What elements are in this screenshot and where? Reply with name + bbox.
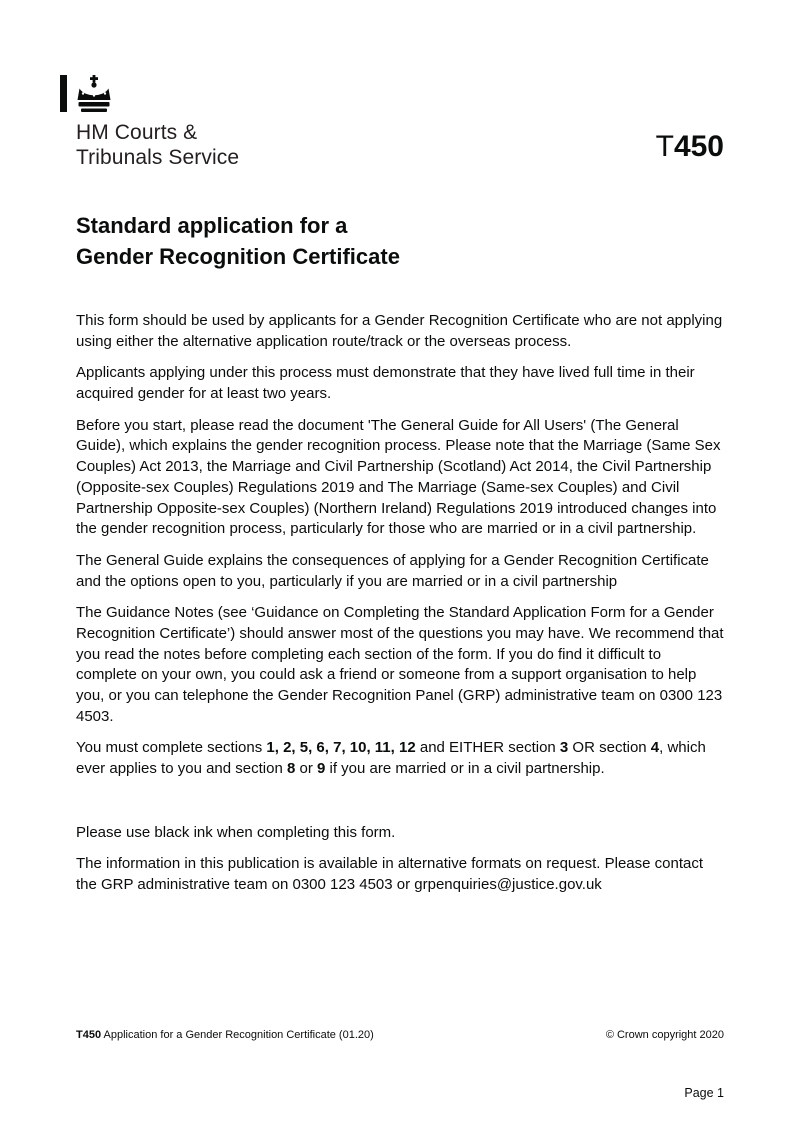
hmcts-logo-bar (60, 75, 67, 112)
footer-copyright: © Crown copyright 2020 (605, 1029, 724, 1041)
paragraph-intro: This form should be used by applicants for a Gender Recognition Certificate who are not applying using either the alternative application route/track or the overseas process. (76, 312, 723, 350)
section-3: 3 (559, 739, 569, 757)
form-code-prefix: T (655, 130, 674, 163)
sections-text: You must complete sections (76, 739, 267, 757)
page-title (76, 210, 400, 272)
hmcts-logo (60, 75, 239, 171)
paragraph-guidance-notes: The Guidance Notes (see ‘Guidance on Completing the Standard Application Form for a Gender Recognition Certificate’) should answer most of the questions you may have. We recommend that you read the notes before completing each section of the form. If you do find it difficult to complete on your own, you could ask a friend or someone from a support organisation to help you, or you can telephone the Gender Recognition Panel (GRP) administrative team on 0300 123 4503. (76, 604, 724, 725)
org-name (76, 121, 239, 171)
org-name-line1: HM Courts & (76, 121, 198, 144)
paragraph-general-guide: The General Guide explains the consequences of applying for a Gender Recognition Certificate and the options open to you, particularly if you are married or in a civil partnership (76, 551, 709, 590)
page-title-line1: Standard application for a (76, 213, 348, 238)
footer-doc-ref (76, 1029, 374, 1041)
footer-doc-title: Application for a Gender Recognition Certificate (01.20) (101, 1029, 374, 1041)
paragraph-sections: You must complete sections 1, 2, 5, 6, 7, 10, 11, 12 and EITHER section 3 OR section 4, which ever applies to you and section 8 or 9 if you are married or in a civil partnership. (76, 739, 706, 778)
form-code-number: 450 (673, 130, 724, 163)
org-name-line2: Tribunals Service (76, 145, 240, 169)
section-9: 9 (317, 760, 326, 778)
page-title-line2: Gender Recognition Certificate (76, 244, 400, 270)
footer-doc-code: T450 (76, 1029, 102, 1041)
hmcts-logo-crest (60, 75, 239, 115)
paragraph-before-you-start: Before you start, please read the document 'The General Guide for All Users' (The General Guide), which explains the gender recognition process. Please note that the Marriage (Same Sex Couples) Act 2013, the Marriage and Civil Partnership (Scotland) Act 2014, the Civil Partnership (Opposite-sex Couples) Regulations 2019 and The Marriage (Same-sex Couples) and Civil Partnership Opposite-sex Couples) (Northern Ireland) Regulations 2019 introduced changes into the gender recognition process, particularly for those who are married or in a civil partnership. (76, 416, 721, 538)
crown-icon (76, 75, 112, 113)
sections-list: 1, 2, 5, 6, 7, 10, 11, 12 (266, 739, 416, 757)
section-8: 8 (286, 760, 296, 778)
page-number: Page 1 (684, 1086, 724, 1100)
form-code (656, 130, 724, 164)
paragraph-requirement: Applicants applying under this process must demonstrate that they have lived full time in their acquired gender for at least two years. (76, 364, 695, 403)
footer (76, 1029, 724, 1041)
section-4: 4 (650, 739, 660, 757)
body-copy (76, 311, 724, 907)
paragraph-alt-formats: The information in this publication is available in alternative formats on request. Please contact the GRP administrative team on 0300 123 4503 or grpenquiries@justice.gov.uk (76, 855, 704, 894)
paragraph-black-ink: Please use black ink when completing this form. (76, 823, 396, 841)
